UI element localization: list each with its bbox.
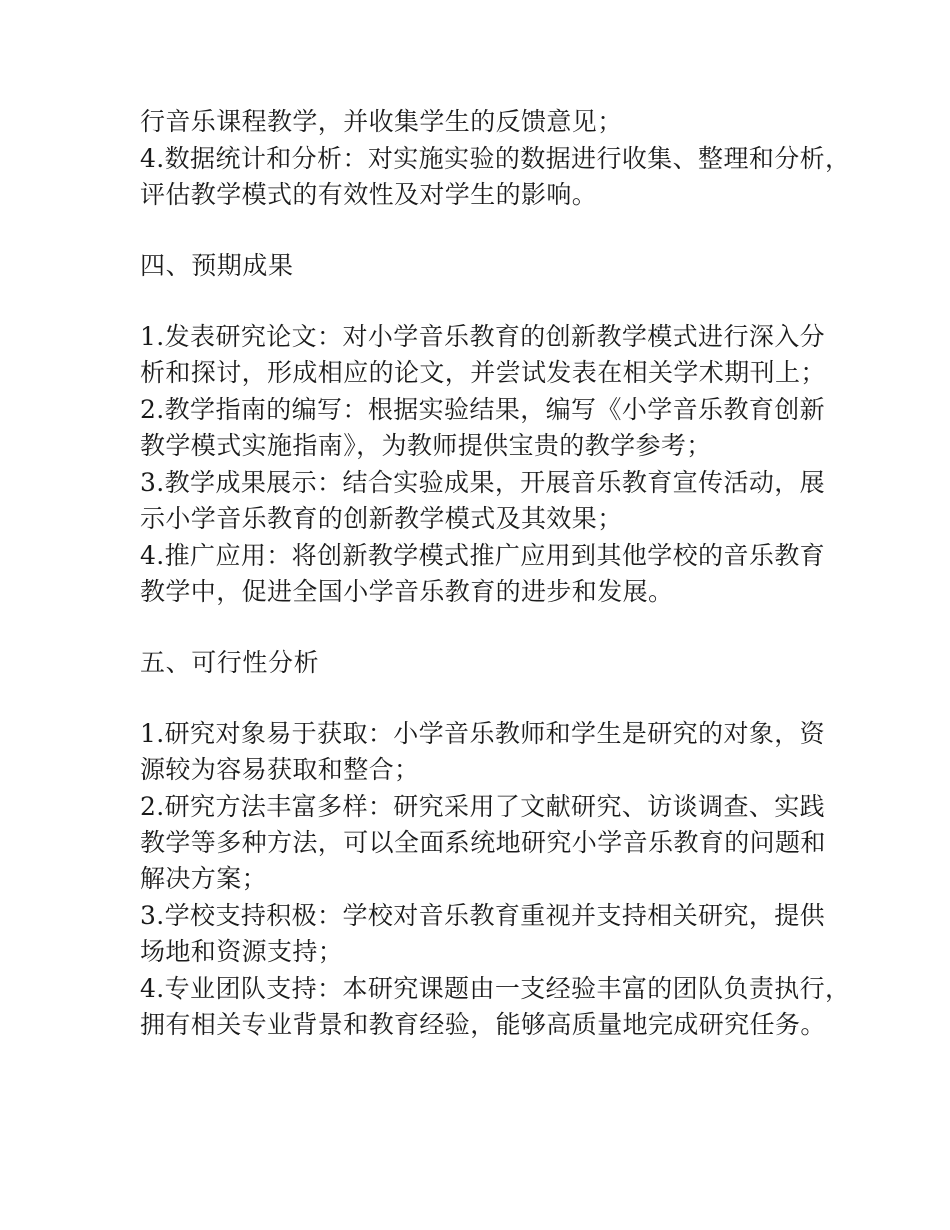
list-item-line: 教学等多种方法，可以全面系统地研究小学音乐教育的问题和 — [140, 828, 826, 857]
paragraph-line: 评估教学模式的有效性及对学生的影响。 — [140, 180, 598, 209]
paragraph-line: 行音乐课程教学，并收集学生的反馈意见； — [140, 107, 623, 136]
list-item-line: 源较为容易获取和整合； — [140, 755, 420, 784]
list-item-line: 场地和资源支持； — [140, 937, 344, 966]
list-item-line: 1.发表研究论文：对小学音乐教育的创新教学模式进行深入分 — [140, 322, 826, 351]
list-item-line: 教学模式实施指南》，为教师提供宝贵的教学参考； — [140, 431, 712, 460]
list-item-line: 教学中，促进全国小学音乐教育的进步和发展。 — [140, 577, 674, 606]
list-item-line: 2.教学指南的编写：根据实验结果，编写《小学音乐教育创新 — [140, 395, 826, 424]
list-item-line: 2.研究方法丰富多样：研究采用了文献研究、访谈调查、实践 — [140, 792, 826, 821]
paragraph-line: 4.数据统计和分析：对实施实验的数据进行收集、整理和分析， — [140, 144, 851, 173]
list-item-line: 析和探讨，形成相应的论文，并尝试发表在相关学术期刊上； — [140, 358, 826, 387]
list-item-line: 拥有相关专业背景和教育经验，能够高质量地完成研究任务。 — [140, 1010, 826, 1039]
list-item-line: 4.专业团队支持：本研究课题由一支经验丰富的团队负责执行， — [140, 974, 851, 1003]
section-heading: 四、预期成果 — [140, 251, 294, 280]
list-item-line: 1.研究对象易于获取：小学音乐教师和学生是研究的对象，资 — [140, 719, 826, 748]
list-item-line: 3.教学成果展示：结合实验成果，开展音乐教育宣传活动，展 — [140, 468, 826, 497]
list-item-line: 解决方案； — [140, 864, 268, 893]
section-heading: 五、可行性分析 — [140, 648, 320, 677]
list-item-line: 3.学校支持积极：学校对音乐教育重视并支持相关研究，提供 — [140, 901, 826, 930]
list-item-line: 示小学音乐教育的创新教学模式及其效果； — [140, 504, 623, 533]
list-item-line: 4.推广应用：将创新教学模式推广应用到其他学校的音乐教育 — [140, 541, 826, 570]
